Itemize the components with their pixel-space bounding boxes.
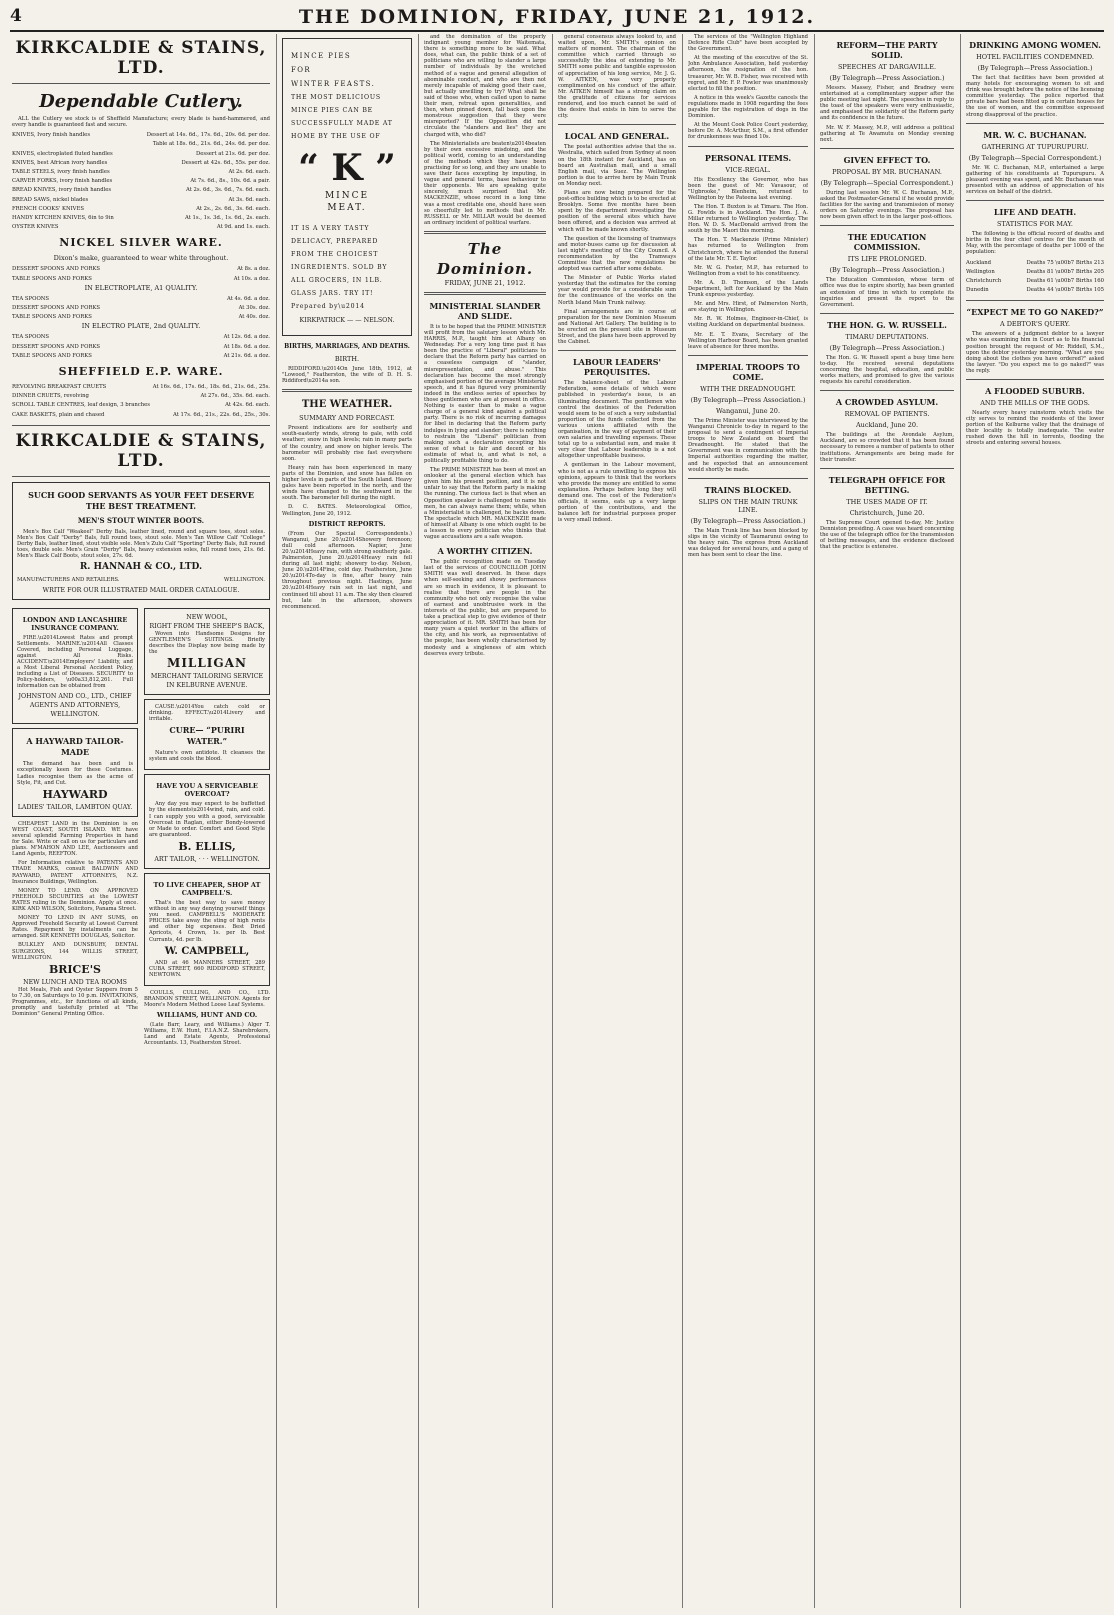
dateline-auckland: Auckland, June 20.: [855, 421, 919, 430]
small-ads-row: [12, 604, 270, 1050]
price-line: DINNER CRUETS, revolving At 27s. 6d., 35s. 6d. each.: [12, 393, 270, 400]
column-rule: [814, 34, 815, 1608]
births-sub: BIRTH.: [334, 355, 360, 363]
mince-maker: KIRKPATRICK — — NELSON.: [299, 317, 395, 324]
kirkcaldie-name-2: KIRKCALDIE & STAINS, LTD.: [15, 430, 267, 471]
headline-debtor: A DEBTOR'S QUERY.: [999, 320, 1071, 329]
divider: [966, 200, 1104, 201]
ellis-name: B. ELLIS,: [178, 839, 236, 853]
dateline-press-4: (By Telegraph—Press Association.): [829, 266, 945, 275]
price-line: DESSERT SPOONS AND FORKS At 30s. doz.: [12, 305, 270, 312]
column-rule: [418, 34, 419, 1608]
divider: [12, 425, 270, 426]
divider: [966, 300, 1104, 301]
cutlery-intro: ALL the Cutlery we stock is of Sheffield Manufacture; every blade is hand-hammered, and every handle is guaranteed fast and secure.: [12, 116, 270, 129]
hannah-name: R. HANNAH & CO., LTD.: [79, 562, 203, 573]
headline-drinking: DRINKING AMONG WOMEN.: [969, 40, 1101, 50]
column-right-news: DRINKING AMONG WOMEN. HOTEL FACILITIES CONDEMNED. (By Telegraph—Press Association.) The fact that facilities have been provided at many hotels for encouraging women to sit and drink was brought before the notice of the licensing committee yesterday. The police reported that private bars had been fitted up in certain houses for the use of women, and the committee expressed strong disapproval of the practice. MR. W. C. BUCHANAN. GATHERING AT TUPURUPURU. (By Telegraph—Special Correspondent.) Mr. W. C. Buchanan, M.P., entertained a large gathering of his constituents at Tupurupuru. A pleasant evening was spent, and Mr. Buchanan was presented with an address of appreciation of his services on behalf of the district. LIFE AND DEATH. STATISTICS FOR MAY. The following is the official record of deaths and births in the four chief centres for the month of May, with the percentage of deaths per 1000 of the population: Auckland Deaths 75 \u00b7 Births 213 Wellington Deaths 81 \u00b7 Births 205 Christchurch Deaths 61 \u00b7 Births 160 Dunedin Deaths 44 \u00b7 Births 105 “EXPECT ME TO GO NAKED?” A DEBTOR'S QUERY. The answers of a judgment debtor to a lawyer who was examining him in Court as to his financial position brought the request of Mr. Riddell, S.M., upon the debtor yesterday morning. "What are you doing about the clothes you have ordered?" asked the lawyer. "Do you expect me to go naked?" was the reply. A FLOODED SUBURB. AND THE MILLS OF THE GODS. Nearly every heavy rainstorm which visits the city serves to remind the residents of the lower portion of the Kelburne valley that the drainage of their locality is totally inadequate. The water rushed down the hill in torrents, flooding the streets and entering several houses.: [966, 40, 1104, 447]
price-line: Table at 18s. 6d., 21s. 6d., 24s. 6d. per doz.: [152, 141, 270, 148]
mince-line-5: MEAT.: [327, 203, 367, 213]
williams-name: WILLIAMS, HUNT AND CO.: [156, 1011, 258, 1020]
stats-row: Dunedin Deaths 44 \u00b7 Births 105: [966, 287, 1104, 294]
column-rule: [276, 34, 277, 1608]
price-line: TABLE STEELS, ivory finish handles At 2s. 6d. each.: [12, 169, 270, 175]
insurance-agents: JOHNSTON AND CO., LTD., CHIEF AGENTS AND ATTORNEYS, WELLINGTON.: [18, 693, 132, 719]
hayward-advertisement: A HAYWARD TAILOR-MADE The demand has been and is exceptionally keen for these Costumes. Ladies recognise them as the acme of Style, Fit, and Cut. HAYWARD LADIES' TAILOR, LAMBTON QUAY.: [12, 728, 138, 816]
column-labour-local: general consensus always looked to, and waited upon, Mr. SMITH's opinion on matters of moment. The chairman of the committee which carried through so successfully the idea of extending to Mr. SMITH some public and tangible expression of appreciation of his long service, Mr. J. G. W. AITKEN, was very properly complimented on his conduct of the affair. Mr. AITKEN himself has a strong claim on the gratitude of citizens for services rendered, and too much cannot be said of the desire that exists in him to serve the city. LOCAL AND GENERAL. The postal authorities advise that the ss. Westralia, which sailed from Sydney at noon on the 18th instant for Auckland, has on board an Australian mail, and a small English mail, via Suez. The Wellington portion is due to arrive here by Main Trunk on Monday next. Plans are now being prepared for the post-office building which is to be erected at Brooklyn. Some five months have been spent by the department investigating the position of the several sites which have been offered, and a decision was arrived at which will be made known shortly. The question of the licensing of tramways and motor-buses came up for discussion at last night's meeting of the City Council. A recommendation by the Tramways Committee that the new regulations be adopted was carried after some debate. The Minister of Public Works stated yesterday that the estimates for the coming year would provide for a considerable sum for the continuance of the works on the North Island Main Trunk railway. Final arrangements are in course of preparation for the new Dominion Museum and National Art Gallery. The building is to be erected on the present site in Museum Street, and the plans have been approved by the Cabinet. LABOUR LEADERS' PERQUISITES. The balance-sheet of the Labour Federation, some details of which were published in yesterday's issue, is an illuminating document. The gentlemen who control the destinies of the Federation would seem to be of such a very substantial proportion of the funds collected from the various unions affiliated with the organisation, in the way of payment of their own salaries and travelling expenses. These total up to a substantial sum, and make it very clear that Labour leadership is a not altogether unprofitable business. A gentleman in the Labour movement, who is not as a rule unwilling to express his opinions, appears to think that the workers who provide the money are entitled to some explanation. Perhaps before long they will demand one. The cost of the Federation's officials, it seems, eats up a very large portion of the contributions, and the balance left for industrial purposes proper is very small indeed.: [558, 34, 676, 524]
divider: [820, 390, 954, 391]
divider: [820, 225, 954, 226]
price-line: OYSTER KNIVES At 9d. and 1s. each.: [12, 224, 270, 231]
stats-row: Auckland Deaths 75 \u00b7 Births 213: [966, 259, 1104, 266]
headline-stats: STATISTICS FOR MAY.: [997, 220, 1073, 229]
price-line: REVOLVING BREAKFAST CRUETS At 16s. 6d., 17s. 6d., 18s. 6d., 21s. 6d., 25s.: [12, 384, 270, 391]
dominion-flag: The Dominion.: [436, 239, 534, 278]
headline-trains: TRAINS BLOCKED.: [704, 484, 792, 495]
price-line: BREAD SAWS, nickel blades At 3s. 6d. each.: [12, 196, 270, 203]
divider: [12, 476, 270, 477]
headline-labour: LABOUR LEADERS' PERQUISITES.: [573, 357, 661, 378]
headline-personal: PERSONAL ITEMS.: [704, 152, 792, 163]
price-line: TABLE SPOONS AND FORKS At 21s. 6d. a doz.: [12, 352, 270, 359]
headline-life-death: LIFE AND DEATH.: [993, 207, 1077, 218]
headline-buchanan: MR. W. C. BUCHANAN.: [983, 129, 1087, 140]
headline-telegraph: TELEGRAPH OFFICE FOR BETTING.: [828, 474, 946, 495]
price-line: BREAD KNIVES, ivory finish handles At 2s. 6d., 3s. 6d., 7s. 6d. each.: [12, 187, 270, 194]
hannah-line: MANUFACTURERS AND RETAILERS. WELLINGTON.: [17, 577, 265, 584]
divider: [688, 478, 808, 479]
births-heading: BIRTHS, MARRIAGES, AND DEATHS.: [284, 343, 410, 350]
headline-education: THE EDUCATION COMMISSION.: [847, 232, 927, 253]
divider: [820, 313, 954, 314]
cutlery-heading: Dependable Cutlery.: [39, 91, 243, 112]
hayward-sub: LADIES' TAILOR, LAMBTON QUAY.: [17, 803, 133, 811]
headline-worthy: A WORTHY CITIZEN.: [437, 546, 533, 557]
electro-heading: IN ELECTROPLATE, A1 QUALITY.: [84, 283, 198, 292]
mince-line-2: FOR: [291, 66, 312, 74]
headline-russell: THE HON. G. W. RUSSELL.: [827, 319, 947, 330]
column-reform-news: REFORM—THE PARTY SOLID. SPEECHES AT DARGAVILLE. (By Telegraph—Press Association.) Messrs. Massey, Fisher, and Bradney were entertained at a complimentary supper after the public meeting last night. The speeches in reply to the toast of the speakers were very enthusiastic, and emphasised the solidarity of the Reform party and its confidence in the future. Mr. W. F. Massey, M.P., will address a political gathering at Te Awamutu on Monday evening next. GIVEN EFFECT TO. PROPOSAL BY MR. BUCHANAN. (By Telegraph—Special Correspondent.) During last session Mr. W. C. Buchanan, M.P., asked the Postmaster-General if he would provide facilities for the saving and transmission of money orders on Saturday evenings. The proposal has now been given effect to in the larger post-offices. THE EDUCATION COMMISSION. ITS LIFE PROLONGED. (By Telegraph—Press Association.) The Education Commission, whose term of office was due to expire shortly, has been granted an extension of time in which to complete its inquiries and present its report to the Government. THE HON. G. W. RUSSELL. TIMARU DEPUTATIONS. (By Telegraph—Press Association.) The Hon. G. W. Russell spent a busy time here to-day. He received several deputations concerning the hospital, education, and public works matters, and promised to give the various requests his careful consideration. A CROWDED ASYLUM. REMOVAL OF PATIENTS. Auckland, June 20. The buildings at the Avondale Asylum, Auckland, are so crowded that it has been found necessary to remove a number of patients to other institutions. Arrangements are being made for their transfer. TELEGRAPH OFFICE FOR BETTING. THE USES MADE OF IT. Christchurch, June 20. The Supreme Court opened to-day, Mr. Justice Denniston presiding. A case was heard concerning the use of the telegraph office for the transmission of betting messages, and the evidence disclosed that the practice is extensive.: [820, 40, 954, 551]
weather-sub: SUMMARY AND FORECAST.: [299, 414, 395, 423]
headline-uses: THE USES MADE OF IT.: [846, 497, 928, 506]
boots-sub: MEN'S STOUT WINTER BOOTS.: [77, 515, 205, 525]
ellis-advertisement: HAVE YOU A SERVICEABLE OVERCOAT? Any day you may expect to be buffetted by the elements\u2014wind, rain, and cold. I can supply you with a good, serviceable Overcoat in Raglan, either Bondy-lowered or Made to order. Comfort and Good Style are guaranteed. B. ELLIS, ART TAILOR, · · · WELLINGTON.: [144, 774, 270, 869]
dateline-wanganui: Wanganui, June 20.: [715, 406, 781, 415]
mince-line-3: WINTER FEASTS.: [291, 80, 376, 88]
brand-k: “ K ”: [298, 147, 396, 189]
headline-reform: REFORM—THE PARTY SOLID.: [836, 40, 938, 60]
headline-hotel: HOTEL FACILITIES CONDEMNED.: [976, 53, 1094, 61]
divider: [820, 468, 954, 469]
campbell-advertisement: TO LIVE CHEAPER, SHOP AT CAMPBELL'S. That's the best way to save money without in any way denying yourself things you need. CAMPBELL'S MODERATE PRICES take away the sting of high rents and other big expenses. Best Dried Apricots, 4 Crown, 1s. per lb. Best Currants, 4d. per lb. W. CAMPBELL, AND at 46 MANNERS STREET, 289 CUBA STREET, 660 RIDDIFORD STREET, NEWTOWN.: [144, 873, 270, 986]
dateline-press-5: (By Telegraph—Press Association.): [829, 343, 945, 352]
nickel-heading: NICKEL SILVER WARE.: [59, 236, 223, 250]
headline-ministerial: MINISTERIAL SLANDER AND SLIDE.: [429, 300, 541, 321]
headline-dreadnought: WITH THE DREADNOUGHT.: [700, 384, 796, 393]
insurance-advertisement: LONDON AND LANCASHIRE INSURANCE COMPANY. FIRE.\u2014Lowest Rates and prompt Settlements. MARINE.\u2014All Classes Covered, including Personal Luggage, against All Risks. ACCIDENT.\u2014Employers' Liability, and a Most Liberal Personal Accident Policy, including a List of Diseases. SECURITY to Policy-holders, \u00a33,812,261. Full information can be obtained from JOHNSTON AND CO., LTD., CHIEF AGENTS AND ATTORNEYS, WELLINGTON.: [12, 608, 138, 725]
small-ads-left: LONDON AND LANCASHIRE INSURANCE COMPANY. FIRE.\u2014Lowest Rates and prompt Settlements. MARINE.\u2014All Classes Covered, including Personal Luggage, against All Risks. ACCIDENT.\u2014Employers' Liability, and a Most Liberal Personal Accident Policy, including a List of Diseases. SECURITY to Policy-holders, \u00a33,812,261. Full information can be obtained from JOHNSTON AND CO., LTD., CHIEF AGENTS AND ATTORNEYS, WELLINGTON. A HAYWARD TAILOR-MADE The demand has been and is exceptionally keen for these Costumes. Ladies recognise them as the acme of Style, Fit, and Cut. HAYWARD LADIES' TAILOR, LAMBTON QUAY. CHEAPEST LAND in the Dominion is on WEST COAST, SOUTH ISLAND. WE have several splendid Farming Properties in hand for Sale. Write or call on us for particulars and plans. M'MAHON AND LEE, Auctioneers and Land Agents, REEFTON. For Information relative to PATENTS AND TRADE MARKS, consult BALDWIN AND RAYWARD, PATENT ATTORNEYS, N.Z. Insurance Buildings, Wellington. MONEY TO LEND. ON APPROVED FREEHOLD SECURITIES at the LOWEST RATES ruling in the Dominion. Apply at once. KIRK AND WILSON, Solicitors, Panama Street. MONEY TO LEND IN ANY SUMS, on Approved Freehold Security at Lowest Current Rates. Repayment by instalments can be arranged. SIR KENNETH DOUGLAS, Solicitor. BULKLEY AND DUNSBURY, DENTAL SURGEONS, 144 WILLIS STREET, WELLINGTON. BRICE'S NEW LUNCH AND TEA ROOMS Hot Meals, Fish and Oyster Suppers from 5 to 7.30, on Saturdays to 10 p.m. INVITATIONS, Programmes, etc., for functions of all kinds, promptly and tastefully printed at "The Dominion" General Printing Office.: [12, 604, 138, 1050]
headline-dargaville: SPEECHES AT DARGAVILLE.: [837, 63, 937, 71]
divider: [688, 146, 808, 147]
page-number: 4: [10, 6, 22, 26]
dateline-special-2: (By Telegraph—Special Correspondent.): [968, 153, 1102, 162]
divider: [558, 124, 676, 125]
mince-line-4: MINCE: [324, 191, 370, 201]
headline-local: LOCAL AND GENERAL.: [564, 131, 670, 142]
mince-line-1: MINCE PIES: [291, 52, 352, 60]
ellis-heading: HAVE YOU A SERVICEABLE OVERCOAT?: [156, 782, 258, 799]
dateline-special: (By Telegraph—Special Correspondent.): [820, 178, 954, 187]
mince-advertisement: MINCE PIES FOR WINTER FEASTS. THE MOST DELICIOUS MINCE PIES CAN BE SUCCESSFULLY MADE AT HOME BY THE USE OF “ K ” MINCE MEAT. IT IS A VERY TASTY DELICACY, PREPARED FROM THE CHOICEST INGREDIENTS. SOLD BY ALL GROCERS, IN 1LB. GLASS JARS. TRY IT! Prepared by\u2014 KIRKPATRICK — — NELSON.: [282, 38, 412, 336]
small-ads-right: NEW WOOL, RIGHT FROM THE SHEEP'S BACK, Woven into Handsome Designs for GENTLEMEN'S SUITINGS. Briefly describes the Display now being made by the MILLIGAN MERCHANT TAILORING SERVICE IN KELBURNE AVENUE. CAUSE.\u2014You catch cold or drinking. EFFECT.\u2014Livery and irritable. CURE— “PURIRI WATER.” Nature's own antidote. It cleanses the system and cools the blood. HAVE YOU A SERVICEABLE OVERCOAT? Any day you may expect to be buffetted by the elements\u2014wind, rain, and cold. I can supply you with a good, serviceable Overcoat in Raglan, either Bondy-lowered or Made to order. Comfort and Good Style are guaranteed. B. ELLIS, ART TAILOR, · · · WELLINGTON. TO LIVE CHEAPER, SHOP AT CAMPBELL'S. That's the best way to save money without in any way denying yourself things you need. CAMPBELL'S MODERATE PRICES take away the sting of high rents and other big expenses. Best Dried Apricots, 4 Crown, 1s. per lb. Best Currants, 4d. per lb. W. CAMPBELL, AND at 46 MANNERS STREET, 289 CUBA STREET, 660 RIDDIFORD STREET, NEWTOWN. COULLS, CULLING, AND CO., LTD. BRANDON STREET, WELLINGTON. Agents for Moore's Modern Method Loose Leaf Systems. WILLIAMS, HUNT AND CO. (Late Barr, Leary, and Williams.) Alger T. Williams, E.W. Hunt, F.I.A.N.Z. Sharebrokers, Land and Estate Agents, Professional Accountants. 13, Featherston Street.: [144, 604, 270, 1050]
column-editorial: and the domination of the properly indignant young member for Waitemata, there is something more to be said. What does, what can, the public think of a set of politicians who are willing to slander a large number of individuals by the wretched method of a vague and general allegation of abominable conduct, and who are then not merely incapable of making good their case, but actually unwilling to try? What shall be said of those who, when called upon to name their men, retreat upon generalities, and then, when pinned down, fall back upon the monstrous suggestion that they were misreported? If the Opposition did not circulate the "slanders and lies" they are charged with, who did? The Ministerialists are beaten\u2014beaten by their own excessive misdoing, and the political world, coming to an understanding of the methods which they have been practising for so long, and they are unable to save their faces excepting by imputing, in vague and general terms, base behaviour to their opponents. We are speaking quite sincerely, much surprised that Mr. MACKENZIE, whose record in a long time was a most creditable one, should have seen so cheerfully led to methods that in Mr. RUSSELL or Mr. MILLAR would be deemed an ordinary incident of political warfare. The Dominion. FRIDAY, JUNE 21, 1912. MINISTERIAL SLANDER AND SLIDE. It is to be hoped that the PRIME MINISTER will profit from the salutary lesson which Mr. HARRIS, M.P., taught him at Albany on Wednesday. For a very long time past it has been the practice of "Liberal" politicians to declare that the Reform party has carried on a ceaseless campaign of "slander, misrepresentation, and abuse." This declaration has become the most strongly emphasised portion of the average Ministerial speech, and it has figured very prominently indeed in the endless series of speeches by those gentlemen who are at present in office. Nothing is easier than to make a vague charge of a general kind against a political party. There is no risk of incurring damages for libel in declaring that the Reform party indulges in lying and slander; there is nothing to restrain the "Liberal" politician from making such a declaration excepting his sense of what is fair and decent or his estimate of what is, and what is not, a politically profitable thing to do. The PRIME MINISTER has been at most an onlooker at the general election which has given him his present position, and it is not unfair to say that the Reform party is making the running. The curious fact is that when an Opposition speaker is challenged to name his men, he can always name them; while, when a Ministerialist is challenged, he backs down. The spectacle which MR. MACKENZIE made of himself at Albany is one which ought to be a lesson to every politician who thinks that vague accusations are a safe weapon. A WORTHY CITIZEN. The public recognition made on Tuesday last of the services of COUNCILLOR JOHN SMITH was well deserved. In these days when self-seeking and showy performances are so much in evidence, it is pleasant to realise that there are people in the community who not only recognise the value of earnest and unobtrusive work in the interests of the public, but are prepared to take a practical step to give evidence of their appreciation of it. MR. SMITH has been for many years a quiet worker in the affairs of the city, and his work, as representative of the people, has been wholly characterised by modesty and a singleness of aim which deserves every tribute.: [424, 34, 546, 657]
price-line: TABLE SPOONS AND FORKS At 40s. doz.: [12, 314, 270, 321]
price-line: DESSERT SPOONS AND FORKS At 18s. 6d. a doz.: [12, 343, 270, 350]
wool-advertisement: NEW WOOL, RIGHT FROM THE SHEEP'S BACK, Woven into Handsome Designs for GENTLEMEN'S SUITINGS. Briefly describes the Display now being made by the MILLIGAN MERCHANT TAILORING SERVICE IN KELBURNE AVENUE.: [144, 608, 270, 695]
electro2-heading: IN ELECTRO PLATE, 2nd QUALITY.: [81, 322, 201, 331]
headline-imperial: IMPERIAL TROOPS TO COME.: [696, 361, 800, 382]
stats-row: Christchurch Deaths 61 \u00b7 Births 160: [966, 277, 1104, 284]
headline-naked: “EXPECT ME TO GO NAKED?”: [966, 307, 1104, 318]
divider: [688, 355, 808, 356]
price-line: FRENCH COOKS' KNIVES At 2s., 2s. 6d., 3s. 6d. each.: [12, 205, 270, 212]
price-line: KNIVES, best African ivory handles Dessert at 42s. 6d., 55s. per doz.: [12, 159, 270, 166]
dateline-press-3: (By Telegraph—Press Association.): [829, 74, 945, 82]
divider: [424, 231, 546, 234]
stats-row: Wellington Deaths 81 \u00b7 Births 205: [966, 268, 1104, 275]
divider: [966, 123, 1104, 124]
insurance-title: LONDON AND LANCASHIRE INSURANCE COMPANY.: [22, 615, 128, 632]
headline-crowded: A CROWDED ASYLUM.: [835, 397, 939, 408]
kirkcaldie-name: KIRKCALDIE & STAINS, LTD.: [15, 38, 267, 78]
campbell-heading: TO LIVE CHEAPER, SHOP AT CAMPBELL'S.: [153, 880, 261, 897]
headline-proposal: PROPOSAL BY MR. BUCHANAN.: [832, 167, 942, 176]
dateline-christchurch: Christchurch, June 20.: [849, 508, 925, 517]
headline-life: ITS LIFE PROLONGED.: [847, 255, 927, 264]
price-line: KNIVES, Ivory finish handles Dessert at 14s. 6d., 17s. 6d., 20s. 6d. per doz.: [12, 132, 270, 139]
headline-given: GIVEN EFFECT TO.: [843, 154, 931, 165]
column-rule: [552, 34, 553, 1608]
hayward-heading: A HAYWARD TAILOR-MADE: [26, 736, 124, 758]
brices-name: BRICE'S: [48, 962, 102, 976]
divider: [966, 379, 1104, 380]
price-line: KNIVES, electroplated fluted handles Dessert at 21s. 6d. per doz.: [12, 150, 270, 157]
price-line: SCROLL TABLE CENTRES, leaf design, 3 branches At 42s. 6d. each.: [12, 402, 270, 409]
wool-line-2: RIGHT FROM THE SHEEP'S BACK,: [149, 622, 265, 630]
dateline-press: (By Telegraph—Press Association.): [690, 395, 806, 404]
page-title: THE DOMINION, FRIDAY, JUNE 21, 1912.: [298, 6, 816, 28]
price-line: DESSERT SPOONS AND FORKS At 8s. a doz.: [12, 266, 270, 273]
divider: [12, 83, 270, 84]
divider: [424, 292, 546, 295]
campbell-name: W. CAMPBELL,: [164, 945, 250, 957]
wool-line-1: NEW WOOL,: [186, 613, 228, 621]
column-mince-weather: MINCE PIES FOR WINTER FEASTS. THE MOST DELICIOUS MINCE PIES CAN BE SUCCESSFULLY MADE AT HOME BY THE USE OF “ K ” MINCE MEAT. IT IS A VERY TASTY DELICACY, PREPARED FROM THE CHOICEST INGREDIENTS. SOLD BY ALL GROCERS, IN 1LB. GLASS JARS. TRY IT! Prepared by\u2014 KIRKPATRICK — — NELSON. BIRTHS, MARRIAGES, AND DEATHS. BIRTH. RIDDIFORD.\u2014On June 18th, 1912, at "Lowood," Featherston, the wife of D. H. S. Riddiford\u2014a son. THE WEATHER. SUMMARY AND FORECAST. Present indications are for southerly and south-easterly winds, strong to gale, with cold weather; snow in high levels; rain in many parts of the country, and snow on higher levels. The barometer will probably rise fast everywhere soon. Heavy rain has been experienced in many parts of the Dominion, and snow has fallen on higher levels in parts of the South Island. Heavy gales have been reported in the north, and the winds have changed to the southward in the south. The barometer fell during the night. D. C. BATES. Meteorological Office, Wellington, June 20, 1912. DISTRICT REPORTS. (From Our Special Correspondents.) Wanganui, June 20.\u2014Showery forenoon; dull cold afternoon. Napier, June 20.\u2014Heavy rain, with strong southerly gale. Palmerston, June 20.\u2014Heavy rain fell during all last night; showery to-day. Nelson, June 20.\u2014Fine, cold day. Featherston, June 20.\u2014To-day is fine, after heavy rain throughout previous night. Hastings, June 20.\u2014Heavy rain set in last night, and continued till about 11 a.m. The sky then cleared but, late in the afternoon, showers recommenced.: [282, 34, 412, 1608]
hannah-catalogue: WRITE FOR OUR ILLUSTRATED MAIL ORDER CATALOGUE.: [42, 586, 240, 594]
column-advertisements-left: [12, 34, 270, 1608]
price-line: TEA SPOONS At 12s. 6d. a doz.: [12, 334, 270, 341]
boots-advertisement: SUCH GOOD SERVANTS AS YOUR FEET DESERVE THE BEST TREATMENT. MEN'S STOUT WINTER BOOTS. Men's Box Calf "Weakeel" Derby Bals, leather lined, round and square toes, stout soles. Men's Box Calf "Derby" Bals, full round toes, stout sole. Men's Tan Willow Calf "College" Derby Bals, leather lined, stout visible sole. Men's Zulu Calf "Sporting" Derby Bals, full round toes, double sole. Men's Grain "Derby" Bals, heavy extension soles, full round toes, 21s. 6d. Men's Black Calf Boots, stout soles, 27s. 6d. R. HANNAH & CO., LTD. MANUFACTURERS AND RETAILERS. WELLINGTON. WRITE FOR OUR ILLUSTRATED MAIL ORDER CATALOGUE.: [12, 482, 270, 600]
ellis-sub: ART TAILOR, · · · WELLINGTON.: [154, 855, 260, 863]
column-personal-items: The services of the "Wellington Highland Defence Rifle Club" have been accepted by the Government. At the meeting of the executive of the St. John Ambulance Association, held yesterday afternoon, the resignation of the hon. treasurer, Mr. W. B. Fisher, was received with regret, and Mr. F. P. Fowler was unanimously elected to fill the position. A notice in this week's Gazette cancels the regulations made in 1908 regarding the fees payable for the registration of dogs in the Dominion. At the Mount Cook Police Court yesterday, before Dr. A. McArthur, S.M., a first offender for drunkenness was fined 10s. PERSONAL ITEMS. VICE-REGAL. His Excellency the Governor, who has been the guest of Mr. Vavasour, of "Ugbrooke," Blenheim, returned to Wellington by the Pateena last evening. The Hon. T. Buxton is at Timaru. The Hon. G. Fowlds is in Auckland. The Hon. J. A. Millar returned to Wellington yesterday. The Hon. W. D. S. MacDonald arrived from the south by the Maori this morning. The Hon. T. Mackenzie (Prime Minister) has returned to Wellington from Christchurch, where he attended the funeral of the late Mr. T. E. Taylor. Mr. W. G. Foster, M.P., has returned to Wellington from a visit to his constituency. Mr. A. D. Thomson, of the Lands Department, left for Auckland by the Main Trunk express yesterday. Mr. and Mrs. Hirst, of Palmerston North, are staying in Wellington. Mr. R. W. Holmes, Engineer-in-Chief, is visiting Auckland on departmental business. Mr. E. T. Evans, Secretary of the Wellington Harbour Board, has been granted leave of absence for three months. IMPERIAL TROOPS TO COME. WITH THE DREADNOUGHT. (By Telegraph—Press Association.) Wanganui, June 20. The Prime Minister was interviewed by the Wanganui Chronicle to-day in regard to the proposal to send a contingent of Imperial troops to New Zealand on board the Dreadnought. He stated that the Government was in communication with the Imperial authorities regarding the matter, and he expected that an announcement would shortly be made. TRAINS BLOCKED. SLIPS ON THE MAIN TRUNK LINE. (By Telegraph—Press Association.) The Main Trunk line has been blocked by slips in the vicinity of Taumarunui owing to the heavy rain. The express from Auckland was delayed for several hours, and a gang of men has been sent to clear the line.: [688, 34, 808, 559]
column-rule: [960, 34, 961, 1608]
wool-line-3: MERCHANT TAILORING SERVICE: [150, 672, 264, 680]
headline-timaru: TIMARU DEPUTATIONS.: [845, 332, 929, 341]
weather-heading: THE WEATHER.: [301, 399, 393, 411]
hayward-name: HAYWARD: [42, 787, 108, 801]
divider: [282, 389, 412, 392]
headline-mill: AND THE MILLS OF THE GODS.: [980, 398, 1090, 407]
dateline-press-2: (By Telegraph—Press Association.): [690, 516, 806, 525]
price-line: TEA SPOONS At 4s. 6d. a doz.: [12, 295, 270, 302]
price-line: TABLE SPOONS AND FORKS At 10s. a doz.: [12, 275, 270, 282]
headline-removal: REMOVAL OF PATIENTS.: [844, 410, 930, 419]
brices-sub: NEW LUNCH AND TEA ROOMS: [23, 978, 127, 986]
boots-heading: SUCH GOOD SERVANTS AS YOUR FEET DESERVE THE BEST TREATMENT.: [28, 489, 254, 511]
dateline-press-6: (By Telegraph—Press Association.): [977, 64, 1093, 72]
nickel-note: Dixon's make, guaranteed to wear white throughout.: [53, 254, 229, 263]
headline-gathering: GATHERING AT TUPURUPURU.: [981, 142, 1089, 151]
price-line: CAKE BASKETS, plain and chased At 17s. 6d., 21s., 22s. 6d., 25s., 30s.: [12, 411, 270, 418]
headline-vice-regal: VICE-REGAL.: [725, 165, 771, 174]
milligan-name: MILLIGAN: [167, 655, 247, 670]
wool-line-4: IN KELBURNE AVENUE.: [166, 681, 248, 689]
column-rule: [682, 34, 683, 1608]
price-line: HANDY KITCHEN KNIVES, 6in to 9in At 1s., 1s. 3d., 1s. 6d., 2s. each.: [12, 215, 270, 222]
dominion-date: FRIDAY, JUNE 21, 1912.: [444, 278, 526, 287]
masthead: [10, 4, 1104, 32]
puriri-heading: CURE— “PURIRI WATER.”: [169, 725, 245, 747]
puriri-advertisement: CAUSE.\u2014You catch cold or drinking. EFFECT.\u2014Livery and irritable. CURE— “PURIRI WATER.” Nature's own antidote. It cleanses the system and cools the blood.: [144, 699, 270, 770]
divider: [820, 148, 954, 149]
headline-slips: SLIPS ON THE MAIN TRUNK LINE.: [698, 497, 798, 514]
headline-flooded: A FLOODED SUBURB.: [985, 385, 1085, 396]
divider: [558, 350, 676, 351]
sheffield-heading: SHEFFIELD E.P. WARE.: [58, 365, 224, 379]
price-line: CARVER FORKS, ivory finish handles At 7s. 6d., 8s., 10s. 6d. a pair.: [12, 178, 270, 185]
